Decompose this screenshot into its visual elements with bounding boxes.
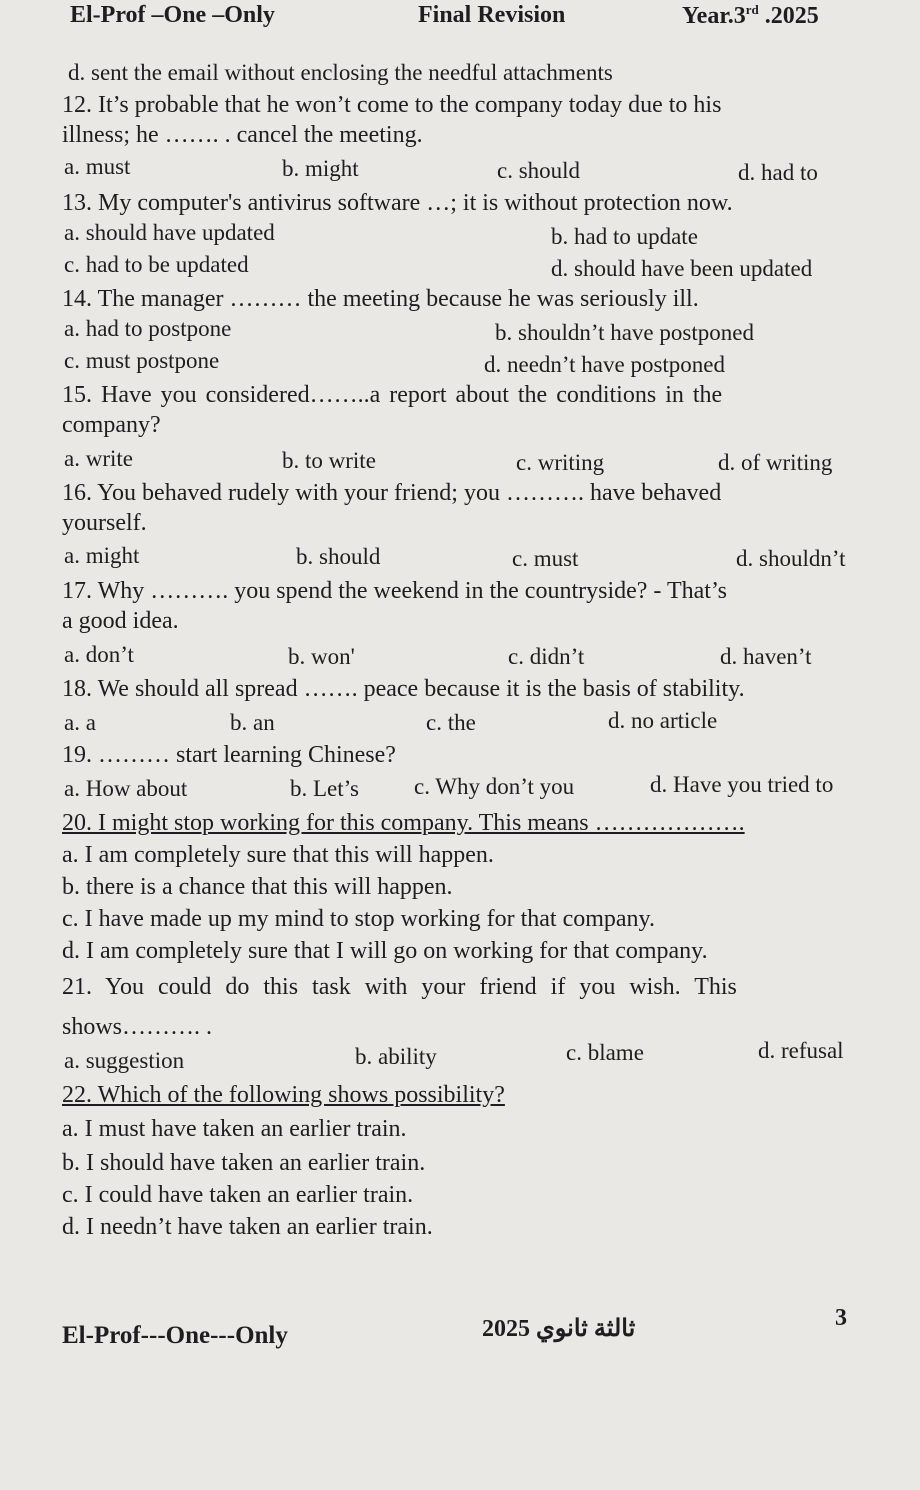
header-brand: El-Prof –One –Only bbox=[70, 2, 275, 28]
question-16-option-c: c. must bbox=[512, 546, 579, 571]
question-15-option-d: d. of writing bbox=[718, 450, 833, 475]
question-16-text-2: yourself. bbox=[62, 510, 147, 536]
question-14-option-a: a. had to postpone bbox=[64, 316, 232, 341]
header-year-sup: rd bbox=[745, 2, 759, 17]
question-19-option-c: c. Why don’t you bbox=[414, 774, 575, 799]
question-19-text: 19. ……… start learning Chinese? bbox=[62, 742, 396, 768]
question-14-option-c: c. must postpone bbox=[64, 348, 220, 373]
question-21-text-2: shows………. . bbox=[62, 1014, 213, 1040]
question-20-option-d: d. I am completely sure that I will go on working for that company. bbox=[62, 938, 708, 964]
question-14-text: 14. The manager ……… the meeting because he was seriously ill. bbox=[62, 286, 699, 312]
question-22-option-c: c. I could have taken an earlier train. bbox=[62, 1182, 414, 1208]
question-15-text-1: 15. Have you considered……..a report about the conditions in the bbox=[62, 382, 723, 408]
question-12-text-2: illness; he ……. . cancel the meeting. bbox=[62, 122, 423, 148]
footer-year-label: 2025 ثالثة ثانوي bbox=[482, 1316, 636, 1342]
header-title: Final Revision bbox=[418, 2, 566, 28]
question-22-option-a: a. I must have taken an earlier train. bbox=[62, 1116, 407, 1142]
question-21-text-1: 21. You could do this task with your friend if you wish. This bbox=[62, 974, 737, 1000]
question-21-option-d: d. refusal bbox=[758, 1038, 844, 1063]
question-16-option-b: b. should bbox=[296, 544, 381, 569]
question-19-option-d: d. Have you tried to bbox=[650, 772, 834, 797]
question-16-option-d: d. shouldn’t bbox=[736, 546, 846, 571]
question-13-option-d: d. should have been updated bbox=[551, 256, 813, 281]
question-20-option-c: c. I have made up my mind to stop working for that company. bbox=[62, 906, 655, 932]
question-13-option-b: b. had to update bbox=[551, 224, 698, 249]
question-17-text-2: a good idea. bbox=[62, 608, 179, 634]
question-13-text: 13. My computer's antivirus software …; it is without protection now. bbox=[62, 190, 733, 216]
question-13-option-c: c. had to be updated bbox=[64, 252, 249, 277]
header-year-suffix: .2025 bbox=[758, 3, 819, 29]
question-12-text-1: 12. It’s probable that he won’t come to the company today due to his bbox=[62, 92, 722, 118]
question-18-option-a: a. a bbox=[64, 710, 96, 735]
question-16-text-1: 16. You behaved rudely with your friend; you ………. have behaved bbox=[62, 480, 722, 506]
question-18-option-b: b. an bbox=[230, 710, 275, 735]
question-20-option-a: a. I am completely sure that this will happen. bbox=[62, 842, 494, 868]
question-18-option-d: d. no article bbox=[608, 708, 718, 733]
question-15-option-c: c. writing bbox=[516, 450, 605, 475]
header-year bbox=[682, 2, 819, 30]
question-19-option-b: b. Let’s bbox=[290, 776, 359, 801]
question-12-option-b: b. might bbox=[282, 156, 359, 181]
question-13-option-a: a. should have updated bbox=[64, 220, 275, 245]
question-17-option-c: c. didn’t bbox=[508, 644, 585, 669]
question-20-option-b: b. there is a chance that this will happen. bbox=[62, 874, 453, 900]
question-14-option-b: b. shouldn’t have postponed bbox=[495, 320, 754, 345]
question-18-text: 18. We should all spread ……. peace because it is the basis of stability. bbox=[62, 676, 745, 702]
question-18-option-c: c. the bbox=[426, 710, 476, 735]
question-12-option-d: d. had to bbox=[738, 160, 818, 185]
header-year-prefix: Year.3 bbox=[682, 3, 746, 29]
page-number: 3 bbox=[835, 1305, 847, 1331]
question-12-option-a: a. must bbox=[64, 154, 131, 179]
question-22-option-b: b. I should have taken an earlier train. bbox=[62, 1150, 426, 1176]
question-15-option-b: b. to write bbox=[282, 448, 376, 473]
question-21-option-c: c. blame bbox=[566, 1040, 644, 1065]
question-16-option-a: a. might bbox=[64, 543, 140, 568]
question-15-text-2: company? bbox=[62, 412, 161, 438]
question-15-option-a: a. write bbox=[64, 446, 133, 471]
question-22-option-d: d. I needn’t have taken an earlier train. bbox=[62, 1214, 433, 1240]
question-17-text-1: 17. Why ………. you spend the weekend in the countryside? - That’s bbox=[62, 578, 727, 604]
question-17-option-d: d. haven’t bbox=[720, 644, 812, 669]
question-22-text: 22. Which of the following shows possibility? bbox=[62, 1082, 505, 1108]
question-19-option-a: a. How about bbox=[64, 776, 188, 801]
carryover-option: d. sent the email without enclosing the needful attachments bbox=[68, 60, 613, 85]
question-14-option-d: d. needn’t have postponed bbox=[484, 352, 726, 377]
question-17-option-b: b. won' bbox=[288, 644, 355, 669]
question-12-option-c: c. should bbox=[497, 158, 581, 183]
question-17-option-a: a. don’t bbox=[64, 642, 134, 667]
question-21-option-a: a. suggestion bbox=[64, 1048, 185, 1073]
question-20-text: 20. I might stop working for this company. This means ………………. bbox=[62, 810, 745, 836]
footer-brand: El-Prof---One---Only bbox=[62, 1322, 288, 1349]
question-21-option-b: b. ability bbox=[355, 1044, 437, 1069]
